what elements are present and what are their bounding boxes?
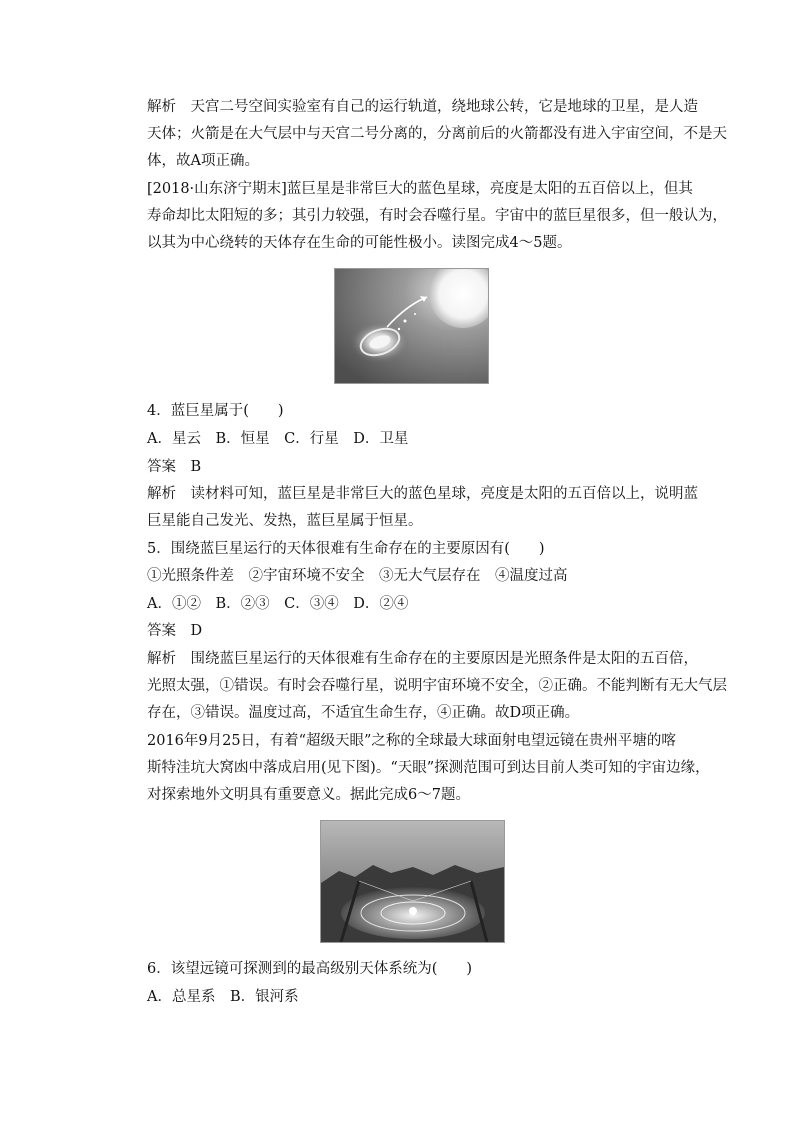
fast-telescope-figure xyxy=(320,820,505,943)
q5-options: A．①② B．②③ C．③④ D．②④ xyxy=(147,596,409,612)
q5-analysis: 解析 围绕蓝巨星运行的天体很难有生命存在的主要原因是光照条件是太阳的五百倍， xyxy=(147,651,698,667)
paragraph-line: 天体；火箭是在大气层中与天宫二号分离的，分离前后的火箭都没有进入宇宙空间，不是天 xyxy=(147,126,727,142)
q4-analysis: 巨星能自己发光、发热，蓝巨星属于恒星。 xyxy=(147,513,423,529)
paragraph-line: [2018·山东济宁期末]蓝巨星是非常巨大的蓝色星球，亮度是太阳的五百倍以上，但其 xyxy=(147,181,693,197)
intro-paragraph: 对探索地外文明具有重要意义。据此完成6～7题。 xyxy=(147,787,470,803)
paragraph-line: 寿命却比太阳短的多；其引力较强，有时会吞噬行星。宇宙中的蓝巨星很多，但一般认为， xyxy=(147,208,727,224)
telescope-illustration xyxy=(321,821,504,942)
q4-answer: 答案 B xyxy=(147,459,202,475)
q4-analysis: 解析 读材料可知，蓝巨星是非常巨大的蓝色星球，亮度是太阳的五百倍以上，说明蓝 xyxy=(147,486,698,502)
intro-paragraph: 斯特洼坑大窝凼中落成启用(见下图)。“天眼”探测范围可到达目前人类可知的宇宙边缘， xyxy=(147,760,710,776)
paragraph-line: 解析 天宫二号空间实验室有自己的运行轨道，绕地球公转，它是地球的卫星，是人造 xyxy=(147,99,698,115)
q5-question: 5．围绕蓝巨星运行的天体很难有生命存在的主要原因有( ) xyxy=(147,541,545,557)
q5-answer: 答案 D xyxy=(147,623,203,639)
q5-analysis: 存在，③错误。温度过高，不适宜生命生存，④正确。故D项正确。 xyxy=(147,705,580,721)
paragraph-line: 以其为中心绕转的天体存在生命的可能性极小。读图完成4～5题。 xyxy=(147,235,572,251)
q5-analysis: 光照太强，①错误。有时会吞噬行星，说明宇宙环境不安全，②正确。不能判断有无大气层 xyxy=(147,678,727,694)
blue-giant-figure xyxy=(334,268,489,384)
blue-giant-illustration xyxy=(335,269,488,383)
q4-options: A．星云 B．恒星 C．行星 D．卫星 xyxy=(147,431,409,447)
q6-options: A．总星系 B．银河系 xyxy=(147,989,299,1005)
q5-items: ①光照条件差 ②宇宙环境不安全 ③无大气层存在 ④温度过高 xyxy=(147,568,568,584)
paragraph-line: 体，故A项正确。 xyxy=(147,153,259,169)
q4-question: 4．蓝巨星属于( ) xyxy=(147,403,284,419)
intro-paragraph: 2016年9月25日，有着“超级天眼”之称的全球最大球面射电望远镜在贵州平塘的喀 xyxy=(147,733,676,749)
q6-question: 6．该望远镜可探测到的最高级别天体系统为( ) xyxy=(147,961,473,977)
